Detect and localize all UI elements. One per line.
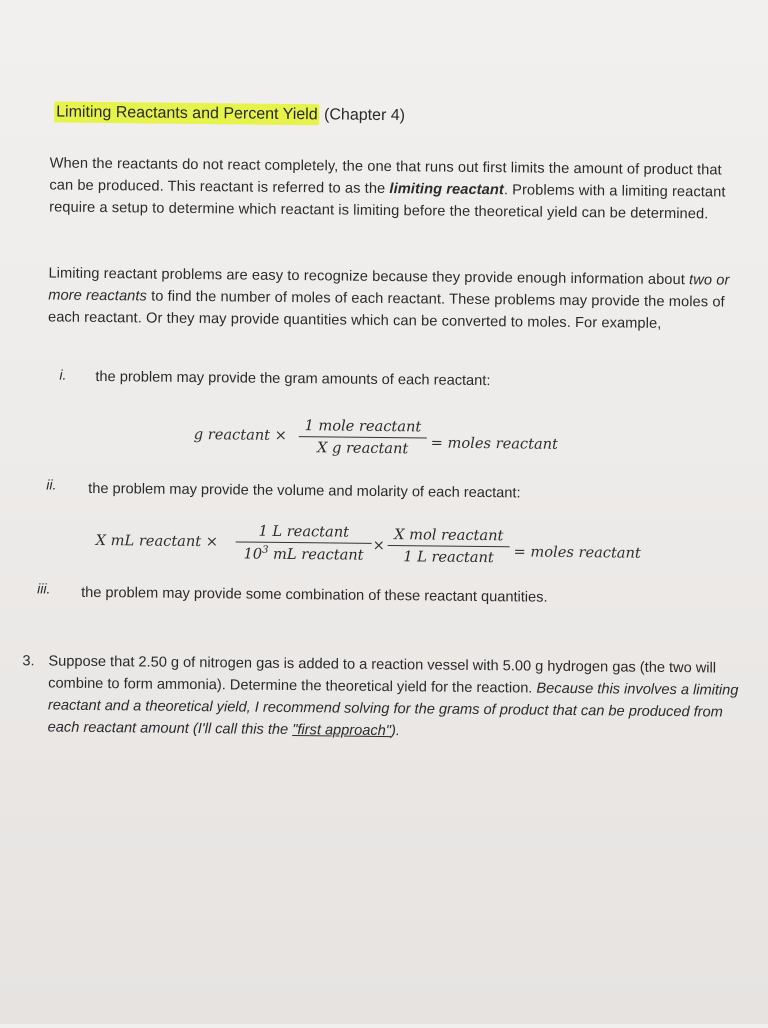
eq2-denominator-1: $10^3$ mL reactant <box>243 544 364 564</box>
eq2-times: × <box>372 536 385 555</box>
eq1-rhs: = moles reactant <box>430 434 559 453</box>
eq2-denominator-2: 1 L reactant <box>403 548 494 567</box>
list-item-iii: the problem may provide some combination of these reactant quantities. <box>81 584 548 606</box>
eq2-numerator-1: 1 L reactant <box>236 522 372 543</box>
page-title <box>38 100 419 128</box>
emphasis-two-or-more: two or more reactants <box>48 272 730 305</box>
first-approach-term: "first approach" <box>292 722 392 740</box>
question-3 <box>22 650 743 746</box>
list-numeral-i: i. <box>59 366 67 383</box>
title-highlighted: Limiting Reactants and Percent Yield <box>54 102 320 126</box>
eq2-numerator-2: X mol reactant <box>388 526 510 547</box>
term-limiting-reactant: limiting reactant <box>389 181 504 199</box>
paragraph-intro: When the reactants do not react completely, the one that runs out first limits the amount of product that can be produced. This reactant is referred to as the limiting reactant. Problems with a limiting reactant require a setup to determine which reactant is limiting before the theoretical yield can be determined. <box>49 155 726 223</box>
eq1-numerator: 1 mole reactant <box>299 417 427 438</box>
eq2-rhs: = moles reactant <box>513 543 641 562</box>
list-item-ii: the problem may provide the volume and molarity of each reactant: <box>88 480 521 502</box>
list-item-i: the problem may provide the gram amounts of each reactant: <box>95 368 491 390</box>
eq1-denominator: X g reactant <box>316 439 409 458</box>
eq2-fraction-2 <box>387 526 509 566</box>
question-body: Suppose that 2.50 g of nitrogen gas is added to a reaction vessel with 5.00 g hydrogen gas (the two will combine to form ammonia). Determine the theoretical yield for the reaction. Because this involves a limiting reactant and a theoretical yield, I recommend solving for the grams of product that can be produced from each reactant amount (I'll call this the "first approach"). <box>47 653 739 740</box>
eq2-lhs: X mL reactant × <box>95 531 219 551</box>
list-numeral-iii: iii. <box>37 580 51 597</box>
eq1-fraction <box>299 417 427 457</box>
eq2-fraction-1 <box>235 522 371 563</box>
eq1-lhs: g reactant × <box>193 426 288 444</box>
question-number: 3. <box>22 653 35 670</box>
list-numeral-ii: ii. <box>46 476 57 493</box>
paragraph-recognize: Limiting reactant problems are easy to recognize because they provide enough information about two or more reactants to find the number of moles of each reactant. These problems may provide the moles of each reactant. Or they may provide quantities which can be converted to moles. For example, <box>47 265 730 332</box>
title-chapter: (Chapter 4) <box>319 106 406 125</box>
